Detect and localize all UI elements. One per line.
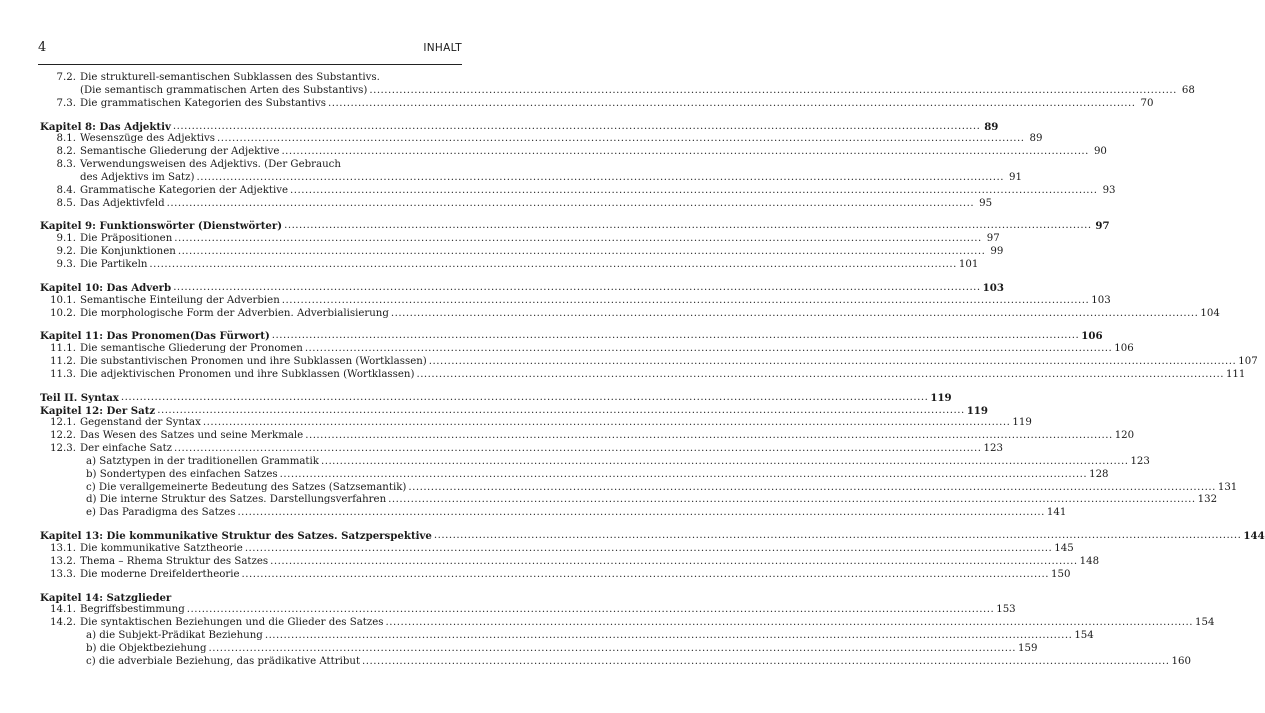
section-title: Die grammatischen Kategorien des Substantivs xyxy=(80,97,327,109)
toc-entry xyxy=(40,468,1109,482)
dot-leader xyxy=(362,656,1169,669)
section-title: b) Sondertypen des einfachen Satzes xyxy=(86,468,278,480)
toc-entry xyxy=(40,443,1003,456)
chapter-title: Kapitel 9: Funktionswörter (Dienstwörter) xyxy=(40,220,283,233)
page-ref: 91 xyxy=(1009,171,1022,183)
section-title: Die Partikeln xyxy=(80,258,148,270)
toc-entry xyxy=(40,356,1258,369)
section-title: Verwendungsweisen des Adjektivs. (Der Gebrauch xyxy=(80,159,341,171)
section-number: 8.1. xyxy=(56,133,76,145)
page-ref: 99 xyxy=(990,246,1004,258)
section-title: Der einfache Satz xyxy=(80,443,173,455)
toc-entry xyxy=(40,294,1111,308)
page-ref: 119 xyxy=(966,404,988,417)
section-title: Semantische Einteilung der Adverbien xyxy=(80,294,280,306)
toc-entry xyxy=(40,159,463,172)
section-title: Begriffsbestimmung xyxy=(80,604,185,616)
page-ref: 119 xyxy=(1012,417,1032,429)
section-title: Semantische Gliederung der Adjektive xyxy=(80,146,280,158)
dot-leader xyxy=(174,233,981,246)
section-title: c) die adverbiale Beziehung, das prädikative Attribut xyxy=(86,655,361,667)
chapter-title: Kapitel 10: Das Adverb xyxy=(40,281,172,294)
dot-leader xyxy=(290,185,1097,198)
dot-leader xyxy=(178,246,985,259)
chapter-title: Kapitel 12: Der Satz xyxy=(40,404,156,417)
section-title: Grammatische Kategorien der Adjektive xyxy=(80,184,289,196)
section-title: a) die Subjekt-Prädikat Beziehung xyxy=(86,630,263,642)
toc-entry xyxy=(40,604,1016,617)
dot-leader xyxy=(270,556,1077,569)
dot-leader xyxy=(408,482,1215,495)
toc-entry xyxy=(40,642,1038,656)
toc-entry xyxy=(40,97,1154,111)
section-title: des Adjektivs im Satz) xyxy=(80,171,195,183)
chapter-heading xyxy=(40,404,988,418)
toc-block xyxy=(40,330,1258,381)
section-number: 8.5. xyxy=(56,197,76,209)
section-title: Die kommunikative Satztheorie xyxy=(80,543,243,554)
dot-leader xyxy=(305,430,1112,443)
section-number: 8.3. xyxy=(56,159,76,171)
page-ref: 106 xyxy=(1114,343,1134,355)
dot-leader xyxy=(265,630,1072,643)
page-ref: 107 xyxy=(1238,356,1258,368)
dot-leader xyxy=(434,530,1241,543)
section-title: Die moderne Dreifeldertheorie xyxy=(80,568,240,580)
part-heading xyxy=(40,391,952,405)
section-title: d) Die interne Struktur des Satzes. Darstellungsverfahren xyxy=(86,494,387,506)
section-title: Die morphologische Form der Adverbien. Adverbialisierung xyxy=(80,307,389,319)
toc-entry xyxy=(40,507,1067,520)
chapter-title: Kapitel 11: Das Pronomen(Das Fürwort) xyxy=(40,330,270,343)
dot-leader xyxy=(237,507,1044,520)
page-ref: 123 xyxy=(983,443,1003,455)
toc-entry xyxy=(40,568,1071,582)
toc-block xyxy=(40,391,1238,520)
toc-entry xyxy=(40,494,1218,507)
toc-entry xyxy=(40,171,1022,185)
toc-block xyxy=(40,530,1265,581)
page-header xyxy=(38,40,462,60)
section-title: b) die Objektbeziehung xyxy=(86,642,207,654)
section-number: 12.3. xyxy=(50,443,76,455)
section-number: 8.4. xyxy=(56,184,76,196)
toc-entry xyxy=(40,368,1246,382)
dot-leader xyxy=(245,543,1052,556)
section-number: 13.2. xyxy=(50,555,76,567)
section-title: Die Konjunktionen xyxy=(80,246,176,258)
toc-entry xyxy=(40,417,1032,430)
section-number: 13.3. xyxy=(50,568,76,580)
dot-leader xyxy=(391,308,1198,321)
dot-leader xyxy=(388,494,1195,507)
page-ref: 104 xyxy=(1200,307,1220,319)
page-ref: 111 xyxy=(1225,368,1246,380)
toc-entry xyxy=(40,258,979,272)
toc-block xyxy=(40,281,1220,321)
section-number: 8.2. xyxy=(56,146,76,158)
dot-leader xyxy=(305,343,1112,356)
dot-leader xyxy=(272,330,1079,343)
page-ref: 148 xyxy=(1079,555,1100,567)
page-ref: 90 xyxy=(1093,146,1107,158)
dot-leader xyxy=(386,617,1193,630)
toc-entry xyxy=(40,343,1134,356)
section-number: 11.2. xyxy=(50,356,76,368)
chapter-heading xyxy=(40,281,1004,295)
page-ref: 95 xyxy=(979,197,993,209)
section-number: 13.1. xyxy=(50,543,76,554)
dot-leader xyxy=(187,604,994,617)
page-ref: 103 xyxy=(1091,294,1111,306)
header-rule xyxy=(38,64,462,65)
toc-block xyxy=(40,220,1110,271)
dot-leader xyxy=(149,259,956,272)
page-ref: 141 xyxy=(1046,507,1067,519)
section-number: 9.3. xyxy=(56,258,76,270)
toc-block xyxy=(40,591,1215,669)
dot-leader xyxy=(242,569,1049,582)
section-title: e) Das Paradigma des Satzes xyxy=(86,507,236,519)
dot-leader xyxy=(217,133,1024,146)
toc-entry xyxy=(40,617,1215,630)
section-title: (Die semantisch grammatischen Arten des Substantivs) xyxy=(80,84,368,96)
chapter-heading xyxy=(40,592,463,605)
section-title: a) Satztypen in der traditionellen Grammatik xyxy=(86,455,319,467)
dot-leader xyxy=(203,417,1010,430)
table-of-contents xyxy=(40,72,1265,679)
toc-entry xyxy=(40,184,1116,198)
toc-entry xyxy=(40,655,1191,669)
section-title: Thema – Rhema Struktur des Satzes xyxy=(80,555,269,567)
toc-entry xyxy=(40,543,1074,556)
dot-leader xyxy=(167,198,974,211)
section-number: 11.3. xyxy=(50,368,76,380)
page-ref: 144 xyxy=(1243,530,1265,543)
chapter-title: Kapitel 13: Die kommunikative Struktur des Satzes. Satzperspektive xyxy=(40,530,432,543)
dot-leader xyxy=(157,405,964,418)
page-ref: 131 xyxy=(1217,481,1238,493)
section-title: Das Wesen des Satzes und seine Merkmale xyxy=(80,430,304,442)
chapter-heading xyxy=(40,530,1265,543)
section-title: Die semantische Gliederung der Pronomen xyxy=(80,343,303,355)
section-number: 9.2. xyxy=(56,246,76,258)
page-ref: 97 xyxy=(986,233,1000,245)
dot-leader xyxy=(429,356,1236,369)
toc-entry xyxy=(40,146,1107,159)
page-ref: 101 xyxy=(958,258,979,270)
toc-entry xyxy=(40,455,1150,469)
dot-leader xyxy=(281,146,1088,159)
chapter-title: Kapitel 14: Satzglieder xyxy=(40,591,172,604)
chapter-title: Teil II. Syntax xyxy=(40,391,119,404)
page-ref: 154 xyxy=(1074,630,1094,642)
page-number: 4 xyxy=(38,40,47,55)
page-ref: 119 xyxy=(930,391,952,404)
section-number: 7.2. xyxy=(56,72,76,83)
page-ref: 89 xyxy=(984,120,999,133)
toc-entry xyxy=(40,430,1135,443)
dot-leader xyxy=(173,282,980,295)
chapter-heading xyxy=(40,120,999,134)
toc-entry xyxy=(40,481,1238,495)
chapter-heading xyxy=(40,330,1103,343)
page-ref: 93 xyxy=(1102,184,1116,196)
dot-leader xyxy=(196,172,1003,185)
dot-leader xyxy=(328,98,1135,111)
section-number: 14.1. xyxy=(50,604,76,616)
dot-leader xyxy=(280,469,1087,482)
section-number: 12.1. xyxy=(50,417,76,429)
page-ref: 103 xyxy=(982,281,1004,294)
dot-leader xyxy=(282,295,1089,308)
page-ref: 160 xyxy=(1171,655,1191,667)
section-title: c) Die verallgemeinerte Bedeutung des Satzes (Satzsemantik) xyxy=(86,481,407,493)
page-ref: 132 xyxy=(1197,494,1218,506)
page-ref: 154 xyxy=(1195,617,1215,629)
page-ref: 97 xyxy=(1095,220,1110,233)
section-number: 10.2. xyxy=(50,307,76,319)
section-number: 14.2. xyxy=(50,617,76,629)
section-title: Die adjektivischen Pronomen und ihre Subklassen (Wortklassen) xyxy=(80,368,415,380)
dot-leader xyxy=(284,220,1091,233)
section-title: Das Adjektivfeld xyxy=(80,197,165,209)
dot-leader xyxy=(209,643,1016,656)
page-ref: 89 xyxy=(1029,133,1043,145)
dot-leader xyxy=(321,456,1128,469)
page-ref: 145 xyxy=(1054,543,1074,554)
chapter-heading xyxy=(40,220,1110,233)
toc-entry xyxy=(40,307,1220,321)
toc-entry xyxy=(40,233,1000,246)
section-number: 11.1. xyxy=(50,343,76,355)
toc-entry xyxy=(40,197,993,211)
toc-entry xyxy=(40,555,1100,569)
toc-entry xyxy=(40,133,1043,146)
page-ref: 106 xyxy=(1081,330,1103,343)
section-title: Die strukturell-semantischen Subklassen des Substantivs. xyxy=(80,72,380,83)
section-number: 10.1. xyxy=(50,294,76,306)
page-ref: 120 xyxy=(1114,430,1135,442)
dot-leader xyxy=(121,392,928,405)
page-ref: 123 xyxy=(1130,455,1150,467)
page-ref: 68 xyxy=(1181,84,1195,96)
toc-entry xyxy=(40,84,1195,98)
page-ref: 70 xyxy=(1140,97,1154,109)
page-ref: 159 xyxy=(1018,642,1038,654)
toc-entry xyxy=(40,72,463,85)
dot-leader xyxy=(369,85,1176,98)
chapter-title: Kapitel 8: Das Adjektiv xyxy=(40,120,171,133)
dot-leader xyxy=(173,121,980,134)
section-title: Die substantivischen Pronomen und ihre Subklassen (Wortklassen) xyxy=(80,356,427,368)
toc-block xyxy=(40,120,1116,211)
dot-leader xyxy=(416,369,1223,382)
section-number: 12.2. xyxy=(50,430,76,442)
toc-entry xyxy=(40,630,1094,643)
section-title: Die Präpositionen xyxy=(80,233,173,245)
section-title: Die syntaktischen Beziehungen und die Glieder des Satzes xyxy=(80,617,384,629)
page-ref: 153 xyxy=(996,604,1016,616)
section-title: Gegenstand der Syntax xyxy=(80,417,201,429)
section-number: 9.1. xyxy=(56,233,76,245)
section-title: Wesenszüge des Adjektivs xyxy=(80,133,216,145)
toc-entry xyxy=(40,246,1004,259)
running-title: INHALT xyxy=(423,42,462,54)
section-number: 7.3. xyxy=(56,97,76,109)
dot-leader xyxy=(174,443,981,456)
toc-block xyxy=(40,72,1195,111)
page-ref: 150 xyxy=(1051,568,1071,580)
page-ref: 128 xyxy=(1089,468,1109,480)
